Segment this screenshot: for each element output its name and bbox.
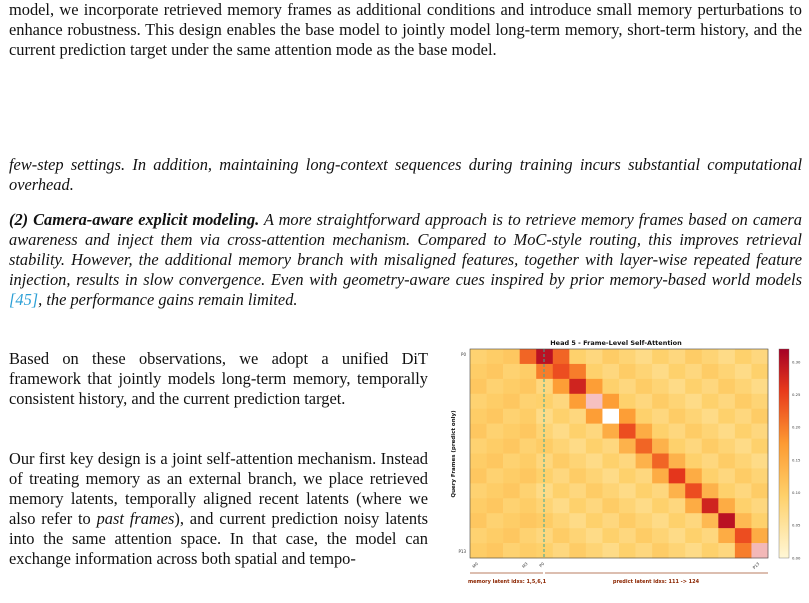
heatmap-cell (735, 483, 752, 498)
heatmap-cell (470, 543, 487, 558)
heatmap-cell (470, 364, 487, 379)
heatmap-cell (652, 454, 669, 469)
heatmap-cell (702, 454, 719, 469)
heatmap-cell (569, 439, 586, 454)
heatmap-cell (735, 513, 752, 528)
heatmap-cell (536, 394, 553, 409)
heatmap-cell (503, 543, 520, 558)
heatmap-cell (652, 364, 669, 379)
attention-heatmap-figure (440, 336, 809, 603)
heatmap-cell (669, 498, 686, 513)
heatmap-cell (718, 394, 735, 409)
y-tick-bottom: P13 (458, 549, 466, 554)
heatmap-cell (536, 528, 553, 543)
heatmap-cell (586, 543, 603, 558)
heatmap-cell (520, 424, 537, 439)
heatmap-cell (619, 349, 636, 364)
heatmap-cell (536, 364, 553, 379)
heatmap-cell (751, 424, 768, 439)
x-tick-label: M3 (520, 561, 529, 569)
heatmap-cell (586, 379, 603, 394)
camera-aware-body-b: , the performance gains remain limited. (38, 290, 298, 309)
heatmap-cell (520, 528, 537, 543)
colorbar-tick-label: 0.00 (792, 555, 801, 561)
heatmap-cell (569, 454, 586, 469)
heatmap-cell (536, 424, 553, 439)
heatmap-cell (569, 498, 586, 513)
heatmap-cell (503, 528, 520, 543)
heatmap-cell (520, 543, 537, 558)
heatmap-cell (685, 498, 702, 513)
heatmap-cell (602, 454, 619, 469)
heatmap-cell (602, 394, 619, 409)
heatmap-cell (503, 424, 520, 439)
heatmap-cell (586, 349, 603, 364)
heatmap-cell (669, 424, 686, 439)
heatmap-cell (718, 483, 735, 498)
heatmap-cell (619, 468, 636, 483)
heatmap-cell (636, 409, 653, 424)
predict-latent-label: predict latent idxs: 111 -> 124 (612, 579, 700, 585)
heatmap-cell (470, 349, 487, 364)
heatmap-cell (536, 513, 553, 528)
heatmap-cell (636, 424, 653, 439)
heatmap-cell (487, 439, 504, 454)
heatmap-cell (685, 364, 702, 379)
heatmap-cell (553, 454, 570, 469)
heatmap-cell (636, 513, 653, 528)
heatmap-cell (553, 394, 570, 409)
heatmap-cell (702, 468, 719, 483)
heatmap-cell (520, 394, 537, 409)
heatmap-cell (702, 513, 719, 528)
heatmap-cell (569, 543, 586, 558)
heatmap-cell (520, 364, 537, 379)
heatmap-cell (586, 454, 603, 469)
x-tick-label: P13 (751, 561, 761, 571)
heatmap-cell (636, 468, 653, 483)
past-frames-term: past frames (96, 509, 175, 528)
x-tick-label: M0 (471, 561, 479, 569)
heatmap-cell (553, 528, 570, 543)
heatmap-cell (470, 394, 487, 409)
heatmap-cell (669, 364, 686, 379)
heatmap-cell (619, 528, 636, 543)
citation-link[interactable]: [45] (9, 290, 39, 309)
colorbar (779, 349, 789, 558)
heatmap-cell (702, 528, 719, 543)
heatmap-cell (735, 468, 752, 483)
heatmap-cell (619, 364, 636, 379)
heatmap-cell (487, 513, 504, 528)
heatmap-cell (536, 483, 553, 498)
heatmap-cell (487, 543, 504, 558)
heatmap-cell (751, 498, 768, 513)
heatmap-cell (735, 528, 752, 543)
heatmap-cell (487, 498, 504, 513)
heatmap-cell (553, 483, 570, 498)
heatmap-cell (636, 483, 653, 498)
heatmap-cell (602, 468, 619, 483)
heatmap-cell (702, 424, 719, 439)
heatmap-cell (470, 454, 487, 469)
heatmap-cell (520, 454, 537, 469)
heatmap-cell (636, 439, 653, 454)
y-axis-label: Query Frames (predict only) (451, 410, 457, 498)
heatmap-cell (520, 513, 537, 528)
colorbar-tick-label: 0.25 (792, 392, 801, 398)
heatmap-cell (569, 394, 586, 409)
heatmap-cell (685, 454, 702, 469)
heatmap-cell (685, 349, 702, 364)
heatmap-cell (718, 379, 735, 394)
heatmap-cell (470, 483, 487, 498)
heatmap-cell (685, 424, 702, 439)
heatmap-cell (669, 349, 686, 364)
heatmap-cell (751, 439, 768, 454)
colorbar-tick-label: 0.20 (792, 424, 801, 430)
heatmap-cell (636, 498, 653, 513)
heatmap-cell (536, 379, 553, 394)
heatmap-cell (636, 349, 653, 364)
heatmap-cell (751, 483, 768, 498)
heatmap-cell (553, 468, 570, 483)
heatmap-cell (702, 543, 719, 558)
heatmap-cell (536, 409, 553, 424)
heatmap-cell (735, 409, 752, 424)
heatmap-cell (602, 483, 619, 498)
heatmap-cell (569, 483, 586, 498)
heatmap-cell (702, 483, 719, 498)
heatmap-cell (569, 424, 586, 439)
heatmap-cell (487, 409, 504, 424)
heatmap-cell (751, 364, 768, 379)
heatmap-cell (751, 543, 768, 558)
heatmap-cell (470, 424, 487, 439)
heatmap-cell (751, 528, 768, 543)
heatmap-cell (702, 498, 719, 513)
heatmap-cell (619, 379, 636, 394)
heatmap-cell (602, 379, 619, 394)
heatmap-cell (718, 364, 735, 379)
heatmap-cell (669, 468, 686, 483)
heatmap-cell (669, 394, 686, 409)
heatmap-cell (503, 364, 520, 379)
heatmap-cell (586, 513, 603, 528)
heatmap-cell (735, 379, 752, 394)
heatmap-cell (520, 483, 537, 498)
heatmap-cell (503, 498, 520, 513)
heatmap-cell (553, 424, 570, 439)
heatmap-cell (586, 528, 603, 543)
heatmap-cell (652, 498, 669, 513)
heatmap-cell (735, 439, 752, 454)
heatmap-cell (569, 513, 586, 528)
colorbar-tick-label: 0.05 (792, 522, 801, 528)
heatmap-cell (520, 349, 537, 364)
heatmap-cell (553, 439, 570, 454)
heatmap-cell (619, 424, 636, 439)
heatmap-cell (636, 394, 653, 409)
heatmap-cell (553, 379, 570, 394)
heatmap-cell (602, 498, 619, 513)
heatmap-cell (569, 379, 586, 394)
paragraph-few-step (9, 155, 802, 195)
heatmap-cell (586, 483, 603, 498)
heatmap-cell (751, 513, 768, 528)
heatmap-cell (702, 379, 719, 394)
heatmap-cell (669, 483, 686, 498)
heatmap-cell (520, 379, 537, 394)
heatmap-cell (685, 439, 702, 454)
heatmap-cell (586, 439, 603, 454)
heatmap-cell (685, 394, 702, 409)
heatmap-cell (619, 543, 636, 558)
heatmap-cell (470, 528, 487, 543)
colorbar-tick-label: 0.15 (792, 457, 801, 463)
heatmap-cell (503, 468, 520, 483)
heatmap-cell (669, 379, 686, 394)
heatmap-cell (569, 364, 586, 379)
heatmap-cell (718, 349, 735, 364)
paragraph-few-step-text: few-step settings. In addition, maintaining long-context sequences during training incurs substantial computational overhead. (9, 155, 802, 194)
heatmap-cell (685, 528, 702, 543)
heatmap-cell (553, 543, 570, 558)
heatmap-cell (735, 543, 752, 558)
colorbar-tick-label: 0.30 (792, 359, 801, 365)
heatmap-cell (685, 379, 702, 394)
heatmap-cell (718, 528, 735, 543)
heatmap-cell (619, 513, 636, 528)
heatmap-cell (520, 498, 537, 513)
heatmap-cell (636, 364, 653, 379)
heatmap-cell (487, 424, 504, 439)
heatmap-cell (536, 454, 553, 469)
heatmap-cell (685, 409, 702, 424)
heatmap-cell (669, 513, 686, 528)
heatmap-cell (470, 439, 487, 454)
heatmap-cell (602, 424, 619, 439)
joint-attention-text-a: Our first key design is a joint self-attention mechanism. Instead of treating memory as an external branch, we place retrieved memory latents, temporally aligned recent latents (where we also refer to (9, 449, 428, 528)
heatmap-cell (718, 468, 735, 483)
heatmap-cell (685, 483, 702, 498)
heatmap-cell (503, 349, 520, 364)
heatmap-cell (536, 439, 553, 454)
heatmap-cell (702, 409, 719, 424)
heatmap-cell (735, 364, 752, 379)
heatmap-cell (503, 394, 520, 409)
camera-aware-body-a: A more straightforward approach is to retrieve memory frames based on camera awareness and inject them via cross-attention mechanism. Compared to MoC-style routing, this improves retrieval stability. However, the additional memory branch with misaligned features, together with layer-wise repeated feature injection, results in slow convergence. Even with geometry-aware cues inspired by prior memory-based world models (9, 210, 802, 289)
heatmap-cell (536, 543, 553, 558)
heatmap-cell (718, 424, 735, 439)
paragraph-observations-text: Based on these observations, we adopt a unified DiT framework that jointly models long-term memory, temporally consistent history, and the current prediction target. (9, 349, 428, 408)
heatmap-cell (569, 468, 586, 483)
heatmap-cell (652, 513, 669, 528)
heatmap-cell (751, 394, 768, 409)
heatmap-cell (602, 409, 619, 424)
x-tick-labels (471, 561, 761, 570)
heatmap-cell (470, 468, 487, 483)
heatmap-cell (735, 498, 752, 513)
heatmap-cell (735, 454, 752, 469)
heatmap-cell (487, 364, 504, 379)
heatmap-cell (536, 468, 553, 483)
heatmap-cell (503, 513, 520, 528)
heatmap-cell (669, 454, 686, 469)
heatmap-cell (652, 543, 669, 558)
heatmap-cell (487, 349, 504, 364)
heatmap-cell (586, 364, 603, 379)
heatmap-cell (470, 409, 487, 424)
heatmap-cell (586, 409, 603, 424)
heatmap-cell (602, 528, 619, 543)
heatmap-cell (470, 498, 487, 513)
heatmap-cell (669, 528, 686, 543)
heatmap-cell (536, 349, 553, 364)
heatmap-cell (553, 513, 570, 528)
heatmap-cell (652, 349, 669, 364)
heatmap-cell (652, 424, 669, 439)
heatmap-cell (503, 439, 520, 454)
heatmap-cell (470, 513, 487, 528)
heatmap-cell (751, 349, 768, 364)
heatmap-cells (470, 349, 768, 558)
heatmap-cell (652, 483, 669, 498)
heatmap-cell (602, 349, 619, 364)
heatmap-cell (470, 379, 487, 394)
heatmap-cell (735, 349, 752, 364)
heatmap-cell (636, 528, 653, 543)
heatmap-cell (569, 528, 586, 543)
heatmap-cell (718, 543, 735, 558)
heatmap-cell (487, 483, 504, 498)
heatmap-cell (718, 498, 735, 513)
heatmap-cell (685, 513, 702, 528)
heatmap-cell (652, 468, 669, 483)
heatmap-cell (503, 483, 520, 498)
heatmap-cell (586, 394, 603, 409)
heatmap-cell (619, 439, 636, 454)
heatmap-cell (751, 379, 768, 394)
heatmap-cell (487, 454, 504, 469)
heatmap-cell (553, 364, 570, 379)
heatmap-cell (520, 439, 537, 454)
heatmap-cell (702, 439, 719, 454)
paragraph-intro-text: model, we incorporate retrieved memory frames as additional conditions and introduce small memory perturbations to enhance robustness. This design enables the base model to jointly model long-term memory, short-term history, and the current prediction target under the same attention mode as the base model. (9, 0, 802, 59)
paragraph-intro (9, 0, 802, 60)
camera-aware-heading: (2) Camera-aware explicit modeling. (9, 210, 260, 229)
heatmap-cell (702, 364, 719, 379)
heatmap-cell (702, 349, 719, 364)
heatmap-cell (718, 439, 735, 454)
heatmap-cell (520, 409, 537, 424)
heatmap-cell (503, 454, 520, 469)
paragraph-joint-attention (9, 449, 428, 569)
heatmap-cell (553, 409, 570, 424)
heatmap-cell (520, 468, 537, 483)
heatmap-cell (602, 543, 619, 558)
heatmap-cell (669, 439, 686, 454)
heatmap-cell (652, 394, 669, 409)
heatmap-cell (602, 439, 619, 454)
heatmap-cell (569, 349, 586, 364)
figure-title: Head 5 - Frame-Level Self-Attention (550, 339, 682, 347)
heatmap-cell (652, 439, 669, 454)
heatmap-cell (487, 468, 504, 483)
heatmap-cell (553, 498, 570, 513)
heatmap-cell (669, 409, 686, 424)
heatmap-cell (586, 468, 603, 483)
heatmap-cell (685, 543, 702, 558)
heatmap-cell (619, 454, 636, 469)
heatmap-cell (685, 468, 702, 483)
heatmap-cell (487, 379, 504, 394)
heatmap-cell (751, 409, 768, 424)
paragraph-observations (9, 349, 428, 409)
heatmap-cell (718, 454, 735, 469)
heatmap-cell (602, 364, 619, 379)
heatmap-cell (751, 468, 768, 483)
heatmap-cell (536, 498, 553, 513)
joint-attention-text-b: ), and current prediction noisy latents into the same attention space. In that case, the model can exchange information across both spatial and tempo- (9, 509, 428, 568)
heatmap-cell (619, 498, 636, 513)
y-tick-top: P0 (461, 352, 466, 357)
heatmap-cell (718, 409, 735, 424)
paragraph-camera-aware (9, 210, 802, 310)
heatmap-cell (487, 528, 504, 543)
heatmap-cell (735, 394, 752, 409)
memory-latent-label: memory latent idxs: 1,5,6,1 (467, 579, 547, 585)
heatmap-cell (503, 409, 520, 424)
heatmap-cell (751, 454, 768, 469)
attention-heatmap (440, 336, 809, 603)
colorbar-ticks (792, 359, 801, 560)
heatmap-cell (586, 424, 603, 439)
heatmap-cell (553, 349, 570, 364)
colorbar-tick-label: 0.10 (792, 489, 801, 495)
x-tick-label: P0 (538, 561, 546, 569)
heatmap-cell (586, 498, 603, 513)
heatmap-cell (652, 379, 669, 394)
heatmap-cell (503, 379, 520, 394)
heatmap-cell (602, 513, 619, 528)
heatmap-cell (669, 543, 686, 558)
heatmap-cell (619, 409, 636, 424)
heatmap-cell (718, 513, 735, 528)
heatmap-cell (702, 394, 719, 409)
heatmap-cell (735, 424, 752, 439)
heatmap-cell (652, 409, 669, 424)
heatmap-cell (619, 483, 636, 498)
heatmap-cell (636, 379, 653, 394)
heatmap-cell (636, 454, 653, 469)
heatmap-cell (619, 394, 636, 409)
heatmap-cell (487, 394, 504, 409)
heatmap-cell (569, 409, 586, 424)
heatmap-cell (652, 528, 669, 543)
heatmap-cell (636, 543, 653, 558)
